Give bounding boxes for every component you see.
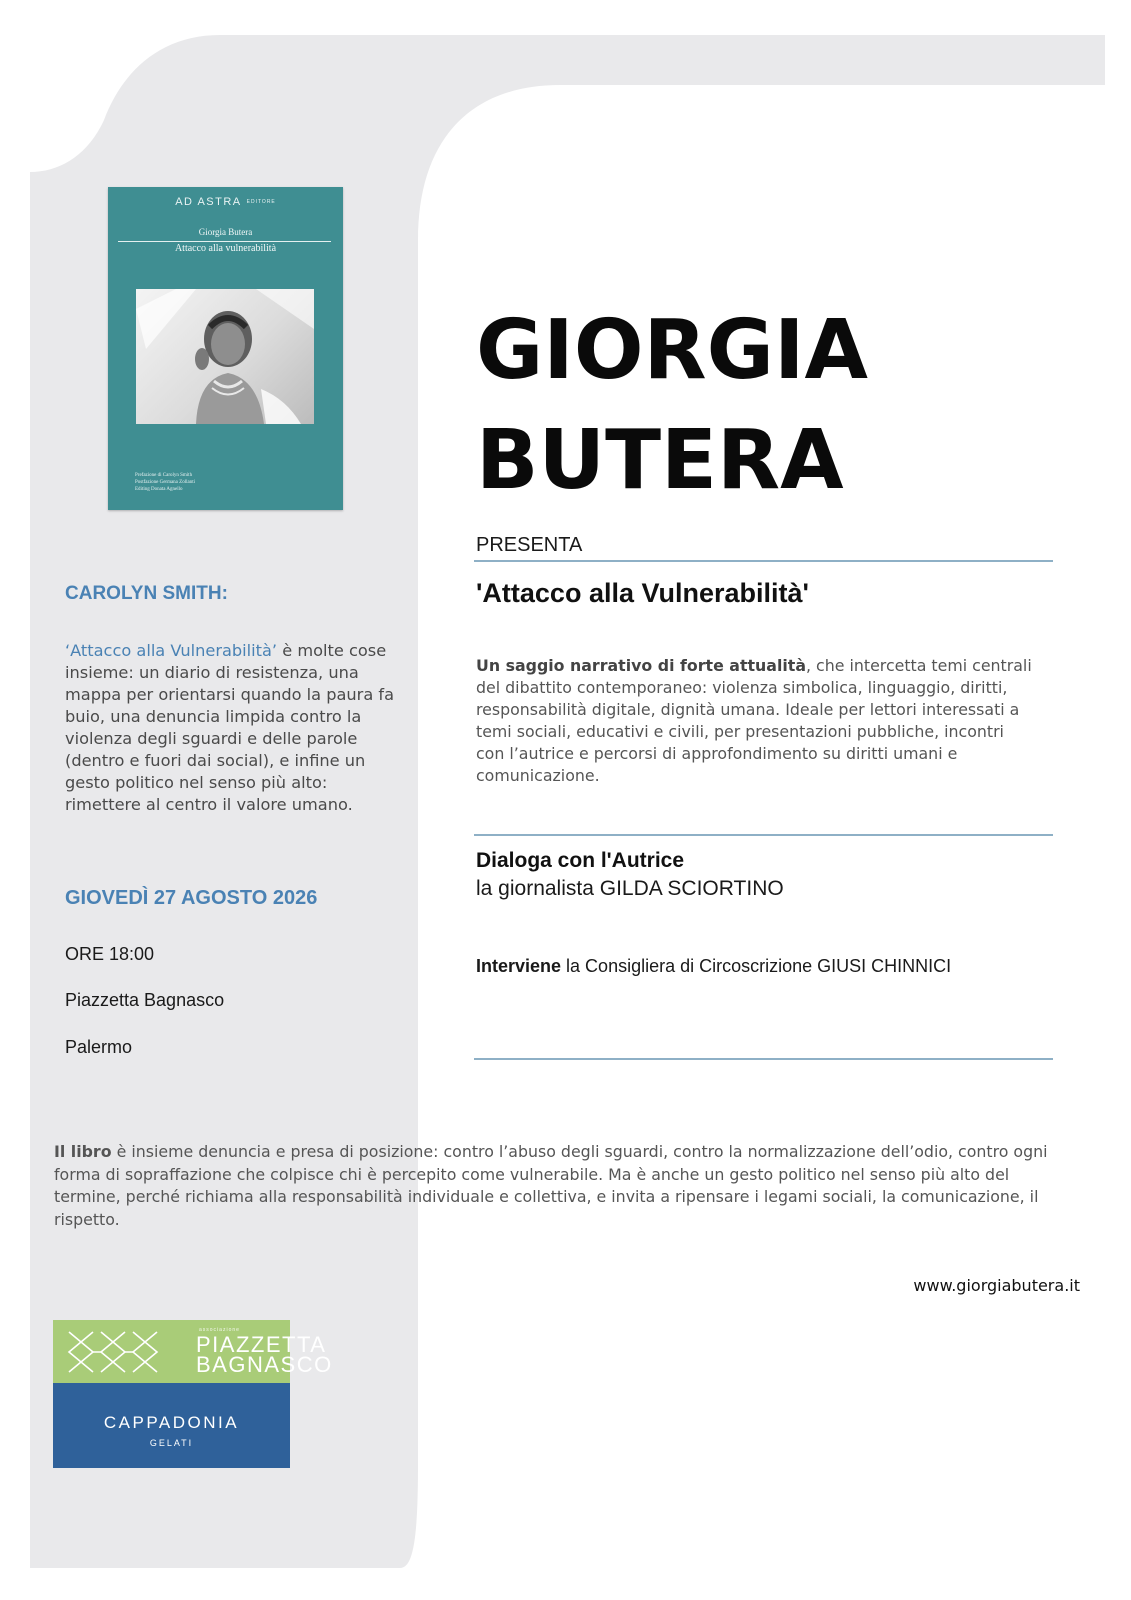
description-text: , che intercetta temi centrali del dibattito contemporaneo: violenza simbolica, linguaggio, diritti, responsabilità digitale, dignità umana. Ideale per lettori interessati a temi sociali, educativi e civili, per presentazioni pubbliche, incontri con l’autrice e percorsi di approfondimento su diritti umani e comunicazione.: [476, 656, 1032, 785]
summary-lead: Il libro: [54, 1142, 112, 1161]
book-description: [476, 655, 1036, 787]
event-city: Palermo: [65, 1037, 133, 1057]
book-title: 'Attacco alla Vulnerabilità': [476, 578, 809, 608]
book-cover-image: [108, 187, 343, 510]
journalist-line: la giornalista GILDA SCIORTINO: [476, 877, 784, 900]
cover-credits: Prefazione di Carolyn Smith Postfazione Germana Zollanti Editing Donata Agnello: [135, 473, 195, 492]
sidebar-quote: [65, 640, 395, 816]
sidebar-heading: CAROLYN SMITH:: [65, 583, 228, 604]
description-lead: Un saggio narrativo di forte attualità: [476, 656, 806, 675]
event-time: ORE 18:00: [65, 944, 155, 964]
website-link[interactable]: www.giorgiabutera.it: [913, 1276, 1080, 1295]
quote-book-title: ‘Attacco alla Vulnerabilità’: [65, 641, 278, 660]
author-name: [476, 296, 868, 516]
presenta-label: PRESENTA: [476, 534, 583, 556]
interviene-line: [476, 956, 951, 977]
author-name-line2: BUTERA: [476, 413, 844, 508]
event-venue: Piazzetta Bagnasco: [65, 990, 225, 1010]
cappadonia-name: CAPPADONIA: [103, 1413, 240, 1432]
piazzetta-line2: BAGNASCO: [196, 1352, 333, 1377]
cappadonia-sub: GELATI: [149, 1438, 194, 1448]
summary-text: è insieme denuncia e presa di posizione: contro l’abuso degli sguardi, contro la normalizzazione dell’odio, contro ogni forma di sopraffazione che colpisce chi è percepito come vulnerabile. Ma è anche un gesto politico nel senso più alto del termine, perché richiama alla responsabilità individuale e collettiva, e invita a ripensare i legami sociali, la comunicazione, il rispetto.: [54, 1142, 1048, 1229]
dialoga-label: Dialoga con l'Autrice: [476, 849, 685, 872]
cover-publisher: AD ASTRA EDITORE: [175, 196, 276, 208]
event-date: GIOVEDÌ 27 AGOSTO 2026: [65, 887, 318, 909]
book-summary: [54, 1141, 1064, 1231]
cappadonia-logo: [53, 1383, 290, 1468]
cover-title: Attacco alla vulnerabilità: [174, 243, 277, 254]
piazzetta-bagnasco-logo: [53, 1320, 333, 1383]
piazzetta-line1: PIAZZETTA: [196, 1332, 327, 1357]
interviene-text: la Consigliera di Circoscrizione GIUSI CHINNICI: [561, 956, 952, 976]
divider-middle: [474, 834, 1053, 836]
cover-author: Giorgia Butera: [198, 227, 253, 237]
piazzetta-emblem-icon: [65, 1328, 161, 1376]
piazzetta-small-label: associazione: [199, 1327, 240, 1333]
quote-text: è molte cose insieme: un diario di resistenza, una mappa per orientarsi quando la paura fa buio, una denuncia limpida contro la violenza degli sguardi e delle parole (dentro e fuori dai social), e infine un gesto politico nel senso più alto: rimettere al centro il valore umano.: [65, 641, 395, 814]
divider-top: [474, 560, 1053, 562]
cover-divider: [118, 241, 331, 242]
interviene-label: Interviene: [476, 956, 562, 976]
divider-bottom: [474, 1058, 1053, 1060]
author-name-line1: GIORGIA: [476, 303, 868, 398]
cover-portrait-photo: [136, 289, 314, 424]
